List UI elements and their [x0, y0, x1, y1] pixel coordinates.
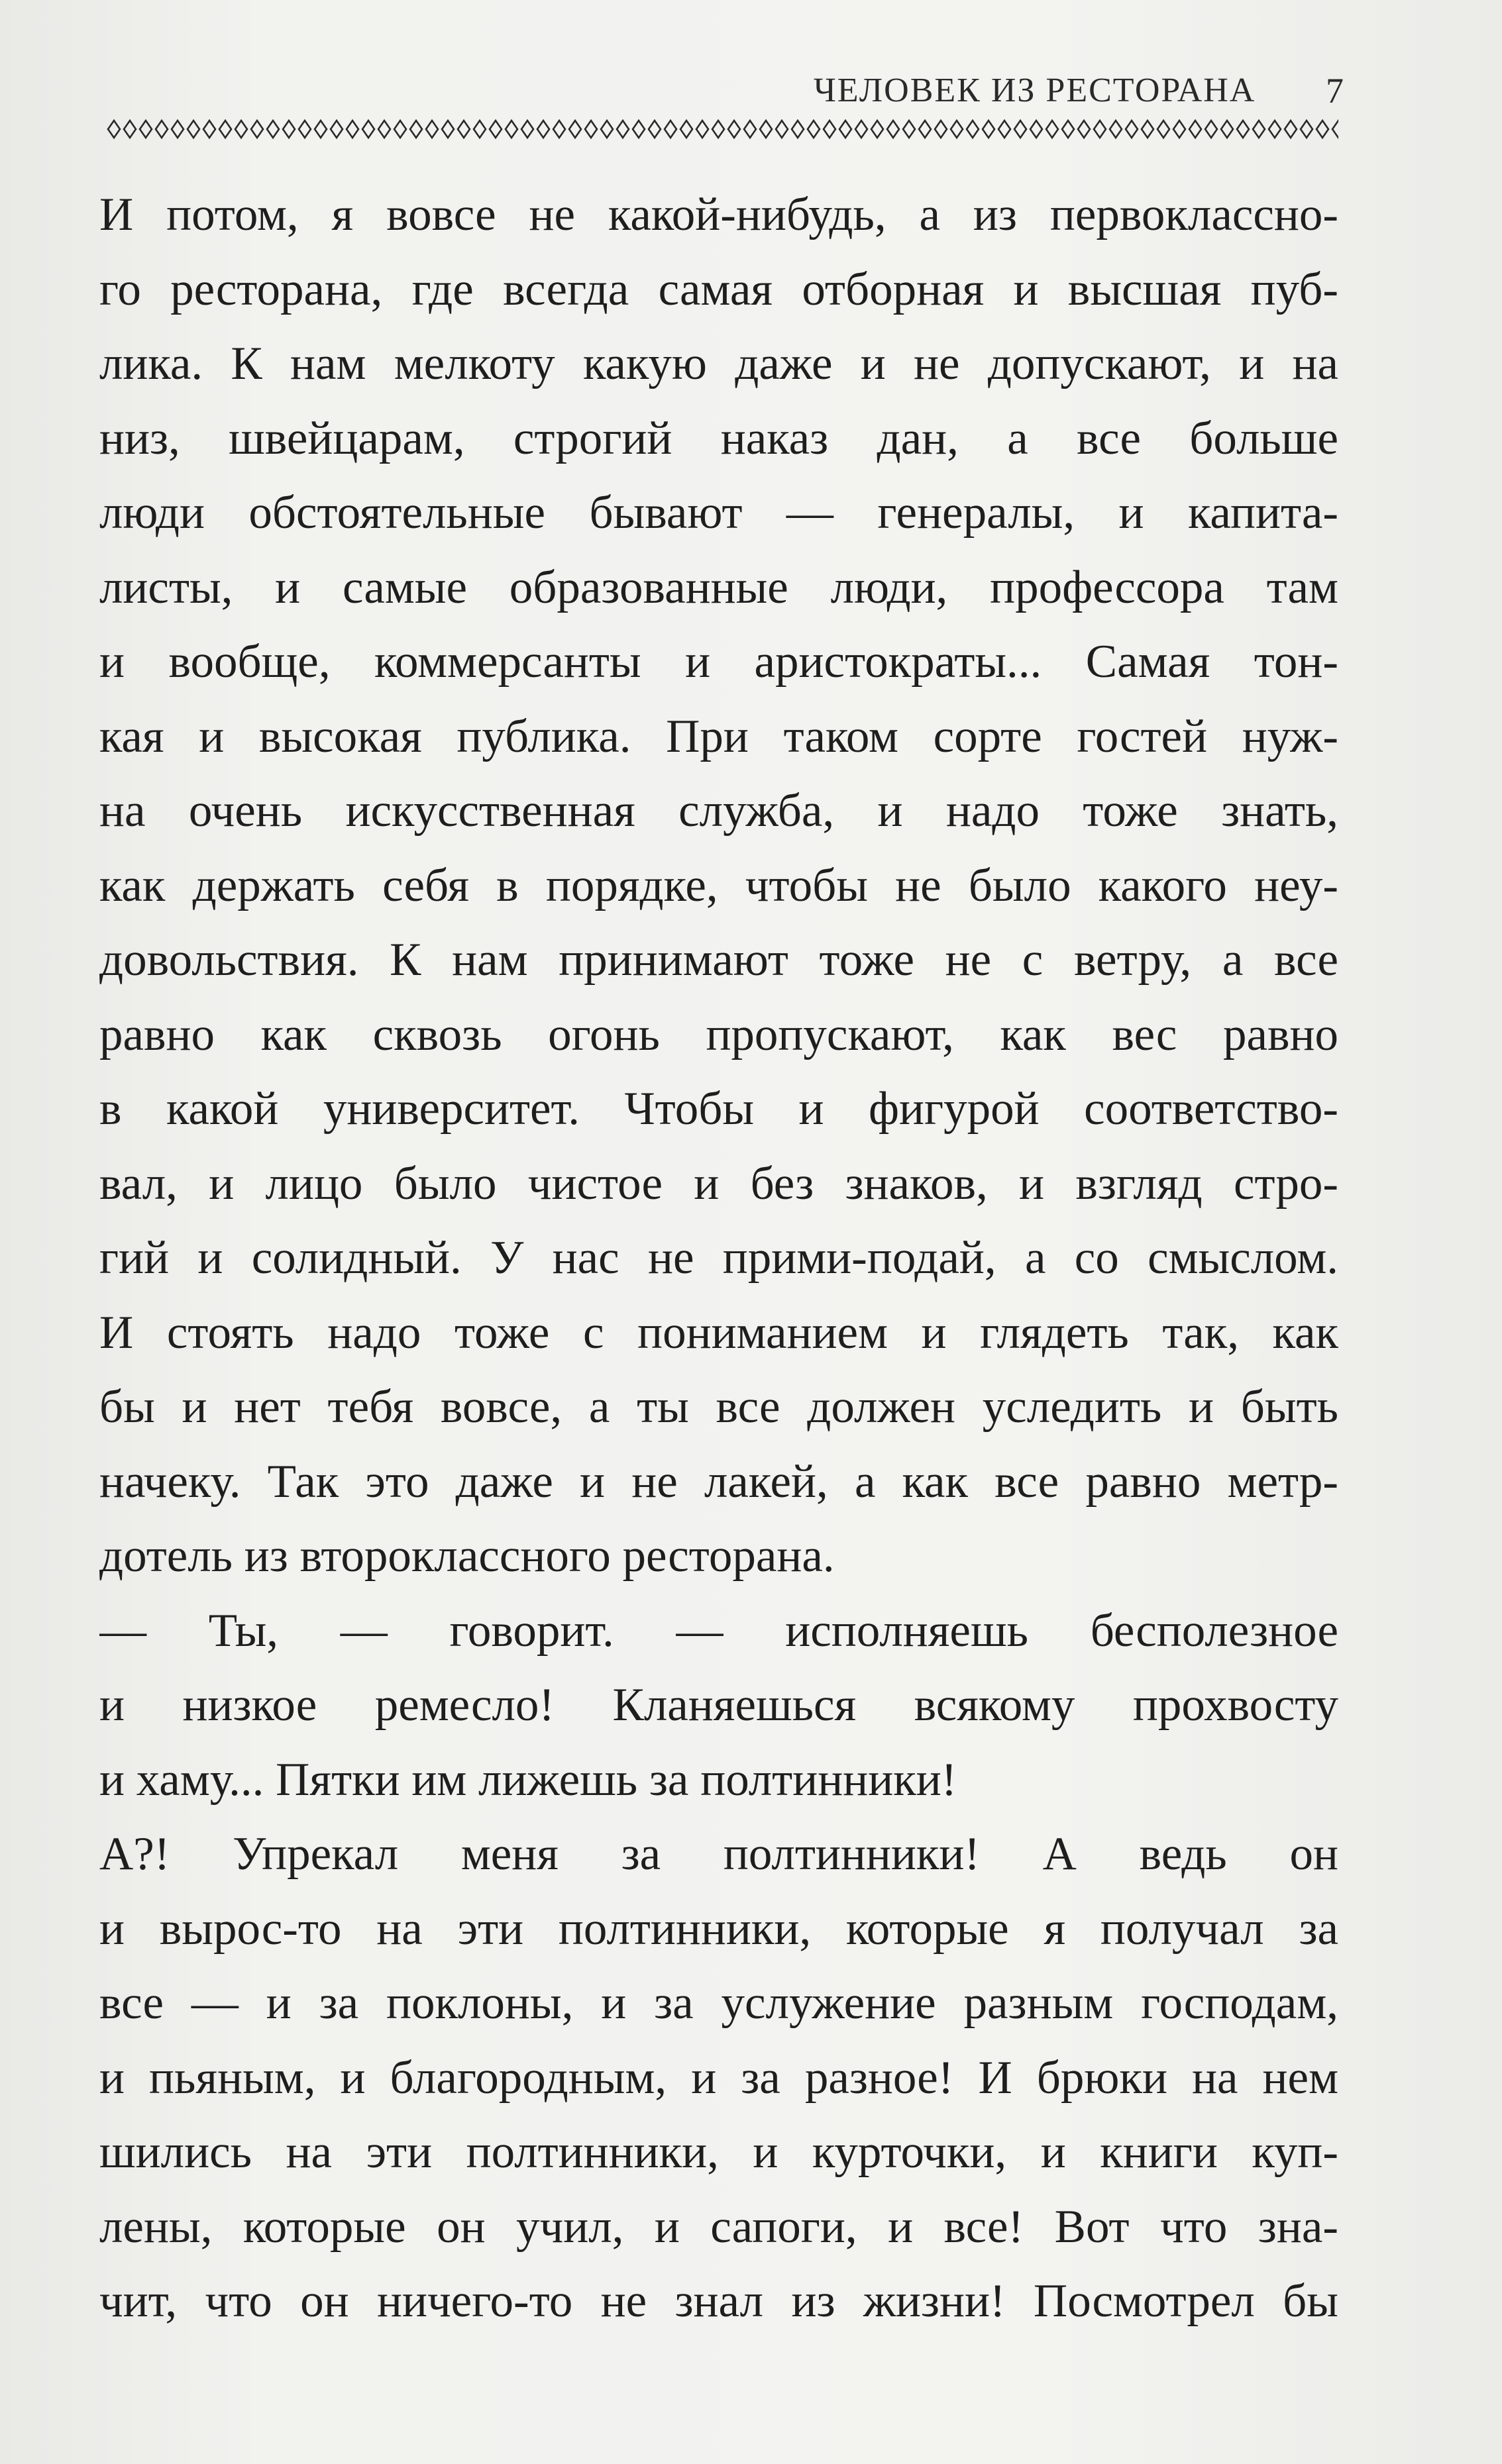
- text-line: И стоять надо тоже с пониманием и глядеть так, как: [99, 1306, 1338, 1359]
- text-line: шились на эти полтинники, и курточки, и книги куп-: [99, 2126, 1338, 2178]
- body-text: [99, 178, 1338, 2416]
- page-number: 7: [1326, 71, 1344, 111]
- text-line: кая и высокая публика. При таком сорте гостей нуж-: [99, 710, 1338, 762]
- text-line: лены, которые он учил, и сапоги, и все! Вот что зна-: [99, 2200, 1338, 2253]
- text-line: люди обстоятельные бывают — генералы, и капита-: [99, 487, 1338, 539]
- text-line: бы и нет тебя вовсе, а ты все должен уследить и быть: [99, 1381, 1338, 1433]
- text-line: как держать себя в порядке, чтобы не было какого неу-: [99, 859, 1338, 911]
- text-line: и вообще, коммерсанты и аристократы... Самая тон-: [99, 636, 1338, 688]
- text-line: все — и за поклоны, и за услужение разным господам,: [99, 1977, 1338, 2029]
- header-ornament-rule: [106, 118, 1338, 140]
- text-line: низ, швейцарам, строгий наказ дан, а все больше: [99, 412, 1338, 464]
- text-line: и пьяным, и благородным, и за разное! И брюки на нем: [99, 2051, 1338, 2104]
- text-line: листы, и самые образованные люди, профессора там: [99, 561, 1338, 613]
- running-title: ЧЕЛОВЕК ИЗ РЕСТОРАНА: [814, 72, 1256, 109]
- text-line: дотель из второклассного ресторана.: [99, 1530, 835, 1582]
- text-line: в какой университет. Чтобы и фигурой соответство-: [99, 1083, 1338, 1135]
- text-line: на очень искусственная служба, и надо тоже знать,: [99, 785, 1338, 837]
- text-line: и низкое ремесло! Кланяешься всякому прохвосту: [99, 1679, 1338, 1731]
- text-line: начеку. Так это даже и не лакей, а как все равно метр-: [99, 1455, 1338, 1508]
- text-line: го ресторана, где всегда самая отборная и высшая пуб-: [99, 263, 1338, 315]
- text-line: лика. К нам мелкоту какую даже и не допускают, и на: [99, 338, 1338, 389]
- text-line: — Ты, — говорит. — исполняешь бесполезное: [99, 1604, 1338, 1657]
- text-line: равно как сквозь огонь пропускают, как вес равно: [99, 1008, 1338, 1060]
- text-line: И потом, я вовсе не какой-нибудь, а из первоклассно-: [99, 189, 1338, 240]
- text-line: довольствия. К нам принимают тоже не с ветру, а все: [99, 934, 1338, 986]
- text-line: и вырос-то на эти полтинники, которые я получал за: [99, 1902, 1338, 1955]
- text-line: А?! Упрекал меня за полтинники! А ведь он: [99, 1828, 1338, 1880]
- text-line: вал, и лицо было чистое и без знаков, и взгляд стро-: [99, 1157, 1338, 1209]
- text-line: гий и солидный. У нас не прими-подай, а со смыслом.: [99, 1232, 1338, 1284]
- text-line: и хаму... Пятки им лижешь за полтинники!: [99, 1753, 957, 1806]
- text-line: чит, что он ничего-то не знал из жизни! Посмотрел бы: [99, 2275, 1338, 2327]
